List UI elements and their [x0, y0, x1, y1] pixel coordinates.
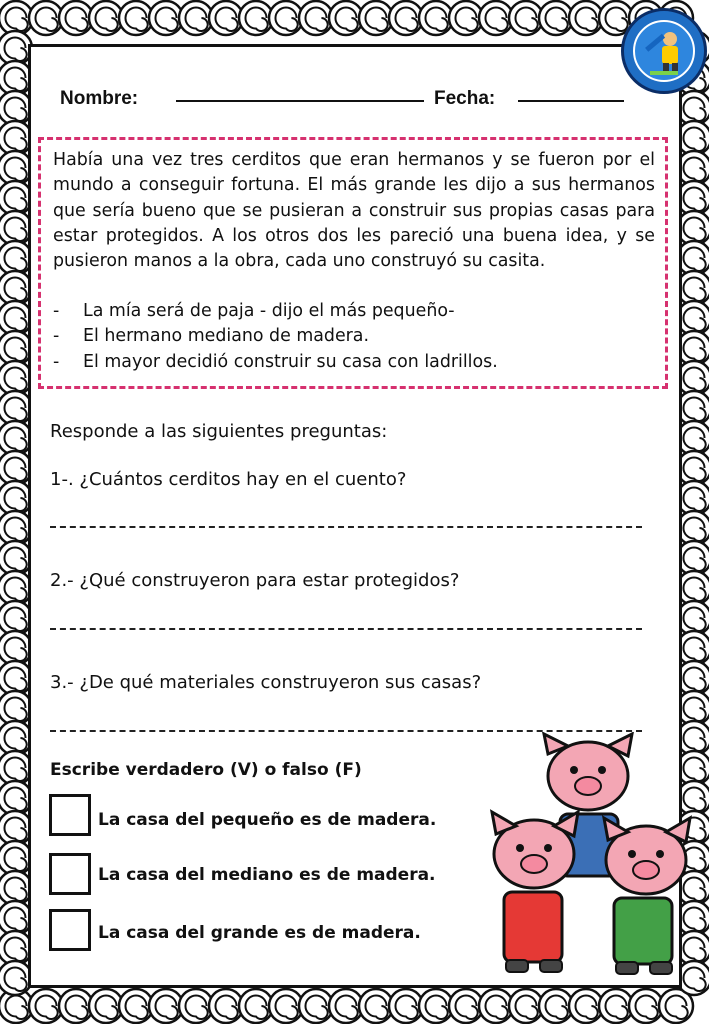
answer-line-1[interactable] [50, 526, 642, 528]
question-2: 2.- ¿Qué construyeron para estar protegidos? [50, 570, 460, 591]
answer-checkbox-3[interactable] [49, 909, 91, 951]
question-3: 3.- ¿De qué materiales construyeron sus casas? [50, 672, 482, 693]
date-label: Fecha: [434, 88, 496, 109]
story-box [38, 137, 668, 389]
list-item: - El hermano mediano de madera. [53, 326, 369, 347]
instruction-text: Responde a las siguientes preguntas: [50, 421, 388, 442]
list-item: - La mía será de paja - dijo el más pequeño- [53, 301, 455, 321]
answer-checkbox-1[interactable] [49, 794, 91, 836]
list-item: - El mayor decidió construir su casa con ladrillos. [53, 351, 498, 372]
story-list [53, 299, 655, 375]
pig-red-icon [492, 812, 578, 972]
true-false-statement-2: La casa del mediano es de madera. [98, 865, 436, 885]
name-label: Nombre: [60, 88, 139, 109]
three-little-pigs-illustration [486, 732, 698, 982]
answer-line-2[interactable] [50, 628, 642, 630]
story-paragraph: Había una vez tres cerditos que eran hermanos y se fueron por el mundo a conseguir fortuna. El más grande les dijo a sus hermanos que sería bueno que se pusieran a construir sus propias casas para estar protegidos. A los otros dos les pareció una buena idea, y se pusieron manos a la obra, cada uno construyó su casita. [53, 150, 655, 272]
date-input-line[interactable] [518, 100, 624, 102]
answer-checkbox-2[interactable] [49, 853, 91, 895]
teacher-logo-icon [621, 8, 707, 94]
true-false-title: Escribe verdadero (V) o falso (F) [50, 760, 362, 780]
pig-green-icon [604, 818, 690, 974]
true-false-statement-3: La casa del grande es de madera. [98, 923, 421, 943]
true-false-statement-1: La casa del pequeño es de madera. [98, 810, 437, 830]
question-1: 1-. ¿Cuántos cerditos hay en el cuento? [50, 469, 407, 490]
name-input-line[interactable] [176, 100, 424, 102]
